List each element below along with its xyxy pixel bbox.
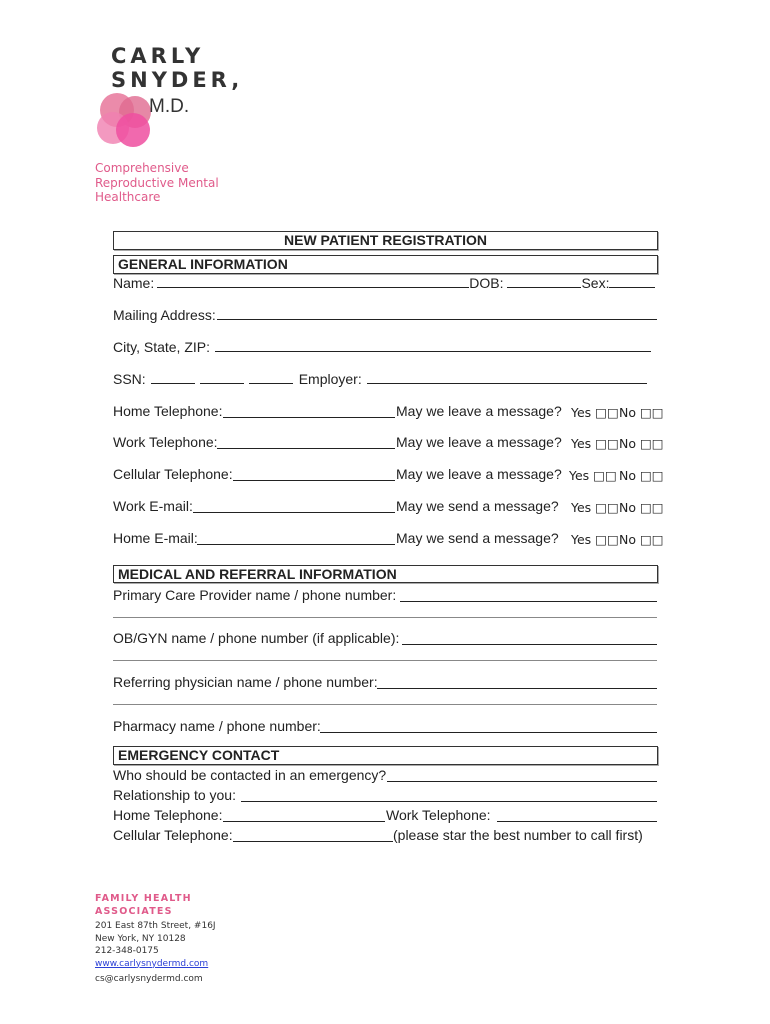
referring-extra-line[interactable] (113, 704, 657, 705)
contact-label: Home Telephone: (113, 403, 223, 419)
home-email-field[interactable] (197, 533, 395, 545)
no-checkbox[interactable]: No □□ (619, 468, 664, 483)
yes-checkbox[interactable]: Yes □□ (571, 436, 619, 451)
contact-label: Home E-mail: (113, 530, 198, 546)
name-field[interactable] (157, 276, 469, 288)
no-checkbox[interactable]: No □□ (619, 436, 664, 451)
pharmacy-field[interactable] (320, 721, 657, 733)
footer-email[interactable]: cs@carlysnydermd.com (95, 974, 203, 984)
relationship-field[interactable] (241, 790, 657, 802)
no-checkbox[interactable]: No □□ (619, 500, 664, 515)
section-emergency-heading-text: EMERGENCY CONTACT (118, 747, 280, 763)
mailing-field[interactable] (217, 308, 657, 320)
footer-address2: New York, NY 10128 (95, 933, 186, 944)
no-checkbox[interactable]: No □□ (619, 405, 664, 420)
emergency-who-label: Who should be contacted in an emergency? (113, 767, 387, 783)
emergency-phone-row (113, 807, 491, 824)
obgyn-field[interactable] (402, 633, 657, 645)
city-row (113, 339, 651, 356)
name-label: Name: (113, 275, 155, 291)
pharmacy-row (113, 718, 321, 735)
relationship-row (113, 787, 236, 804)
contact-row-home-email (113, 530, 664, 547)
contact-label: Work Telephone: (113, 434, 218, 450)
employer-field[interactable] (367, 372, 647, 384)
city-field[interactable] (215, 340, 651, 352)
yes-checkbox[interactable]: Yes □□ (569, 468, 617, 483)
tagline-line: Reproductive Mental (95, 175, 219, 190)
logo-md: M.D. (149, 96, 190, 117)
ssn-label: SSN: (113, 371, 146, 387)
form-title (113, 231, 658, 250)
section-general-heading-text: GENERAL INFORMATION (118, 256, 288, 272)
yes-checkbox[interactable]: Yes □□ (571, 532, 619, 547)
yes-checkbox[interactable]: Yes □□ (571, 500, 619, 515)
ssn-field-1[interactable] (151, 372, 195, 384)
pcp-row (113, 587, 396, 604)
footer-website-link[interactable]: www.carlysnydermd.com (95, 958, 209, 969)
logo-name-line2: SNYDER, (111, 68, 244, 92)
contact-row-work-telephone (113, 434, 664, 451)
emergency-who-row (113, 767, 386, 784)
logo-name-line1: CARLY (111, 44, 205, 68)
emergency-work-label: Work Telephone: (386, 807, 491, 823)
mailing-row (113, 307, 657, 324)
mailing-label: Mailing Address: (113, 307, 216, 323)
obgyn-extra-line[interactable] (113, 660, 657, 661)
contact-question: May we send a message? (396, 530, 559, 546)
contact-question: May we leave a message? (396, 403, 562, 419)
logo (95, 44, 244, 154)
referring-label: Referring physician name / phone number: (113, 674, 378, 690)
emergency-note: (please star the best number to call first) (393, 827, 643, 843)
emergency-cell-field[interactable] (233, 830, 393, 842)
dob-field[interactable] (507, 276, 581, 288)
ssn-row (113, 371, 647, 388)
contact-row-work-email (113, 498, 664, 515)
yes-checkbox[interactable]: Yes □□ (571, 405, 619, 420)
employer-label: Employer: (298, 371, 362, 387)
section-medical-heading-text: MEDICAL AND REFERRAL INFORMATION (118, 566, 397, 582)
work-email-field[interactable] (193, 501, 395, 513)
pcp-label: Primary Care Provider name / phone number: (113, 587, 397, 603)
home-telephone-field[interactable] (223, 406, 395, 418)
pcp-extra-line[interactable] (113, 617, 657, 618)
city-label: City, State, ZIP: (113, 339, 210, 355)
footer-title-line2: ASSOCIATES (95, 906, 173, 917)
name-row (113, 275, 655, 292)
pharmacy-label: Pharmacy name / phone number: (113, 718, 321, 734)
emergency-home-field[interactable] (223, 810, 385, 822)
footer-phone: 212-348-0175 (95, 946, 159, 956)
emergency-cell-label: Cellular Telephone: (113, 827, 233, 843)
section-general-heading (113, 255, 658, 274)
contact-row-cellular-telephone (113, 466, 664, 483)
referring-row (113, 674, 378, 691)
contact-question: May we leave a message? (396, 434, 562, 450)
footer-title-line1: FAMILY HEALTH (95, 893, 192, 904)
tagline-line: Healthcare (95, 190, 161, 204)
contact-row-home-telephone (113, 403, 664, 420)
work-telephone-field[interactable] (217, 437, 395, 449)
contact-label: Work E-mail: (113, 498, 193, 514)
obgyn-row (113, 630, 399, 647)
ssn-field-2[interactable] (200, 372, 244, 384)
referring-field[interactable] (377, 677, 657, 689)
emergency-who-field[interactable] (387, 770, 657, 782)
sex-field[interactable] (609, 276, 655, 288)
logo-petal (116, 113, 150, 147)
dob-label: DOB: (469, 275, 504, 291)
contact-question: May we leave a message? (396, 466, 562, 482)
no-checkbox[interactable]: No □□ (619, 532, 664, 547)
section-medical-heading (113, 565, 658, 583)
footer (95, 892, 216, 986)
section-emergency-heading (113, 746, 658, 765)
footer-address1: 201 East 87th Street, #16J (95, 921, 216, 931)
ssn-field-3[interactable] (249, 372, 293, 384)
sex-label: Sex: (581, 275, 610, 291)
emergency-home-label: Home Telephone: (113, 807, 223, 823)
form-title-text: NEW PATIENT REGISTRATION (284, 232, 487, 248)
emergency-cell-row (113, 827, 643, 844)
cellular-telephone-field[interactable] (233, 469, 395, 481)
pcp-field[interactable] (400, 590, 657, 602)
emergency-work-field[interactable] (497, 810, 657, 822)
contact-question: May we send a message? (396, 498, 559, 514)
relationship-label: Relationship to you: (113, 787, 236, 803)
tagline (95, 161, 219, 205)
contact-label: Cellular Telephone: (113, 466, 233, 482)
obgyn-label: OB/GYN name / phone number (if applicable): (113, 630, 400, 646)
tagline-line: Comprehensive (95, 161, 189, 175)
